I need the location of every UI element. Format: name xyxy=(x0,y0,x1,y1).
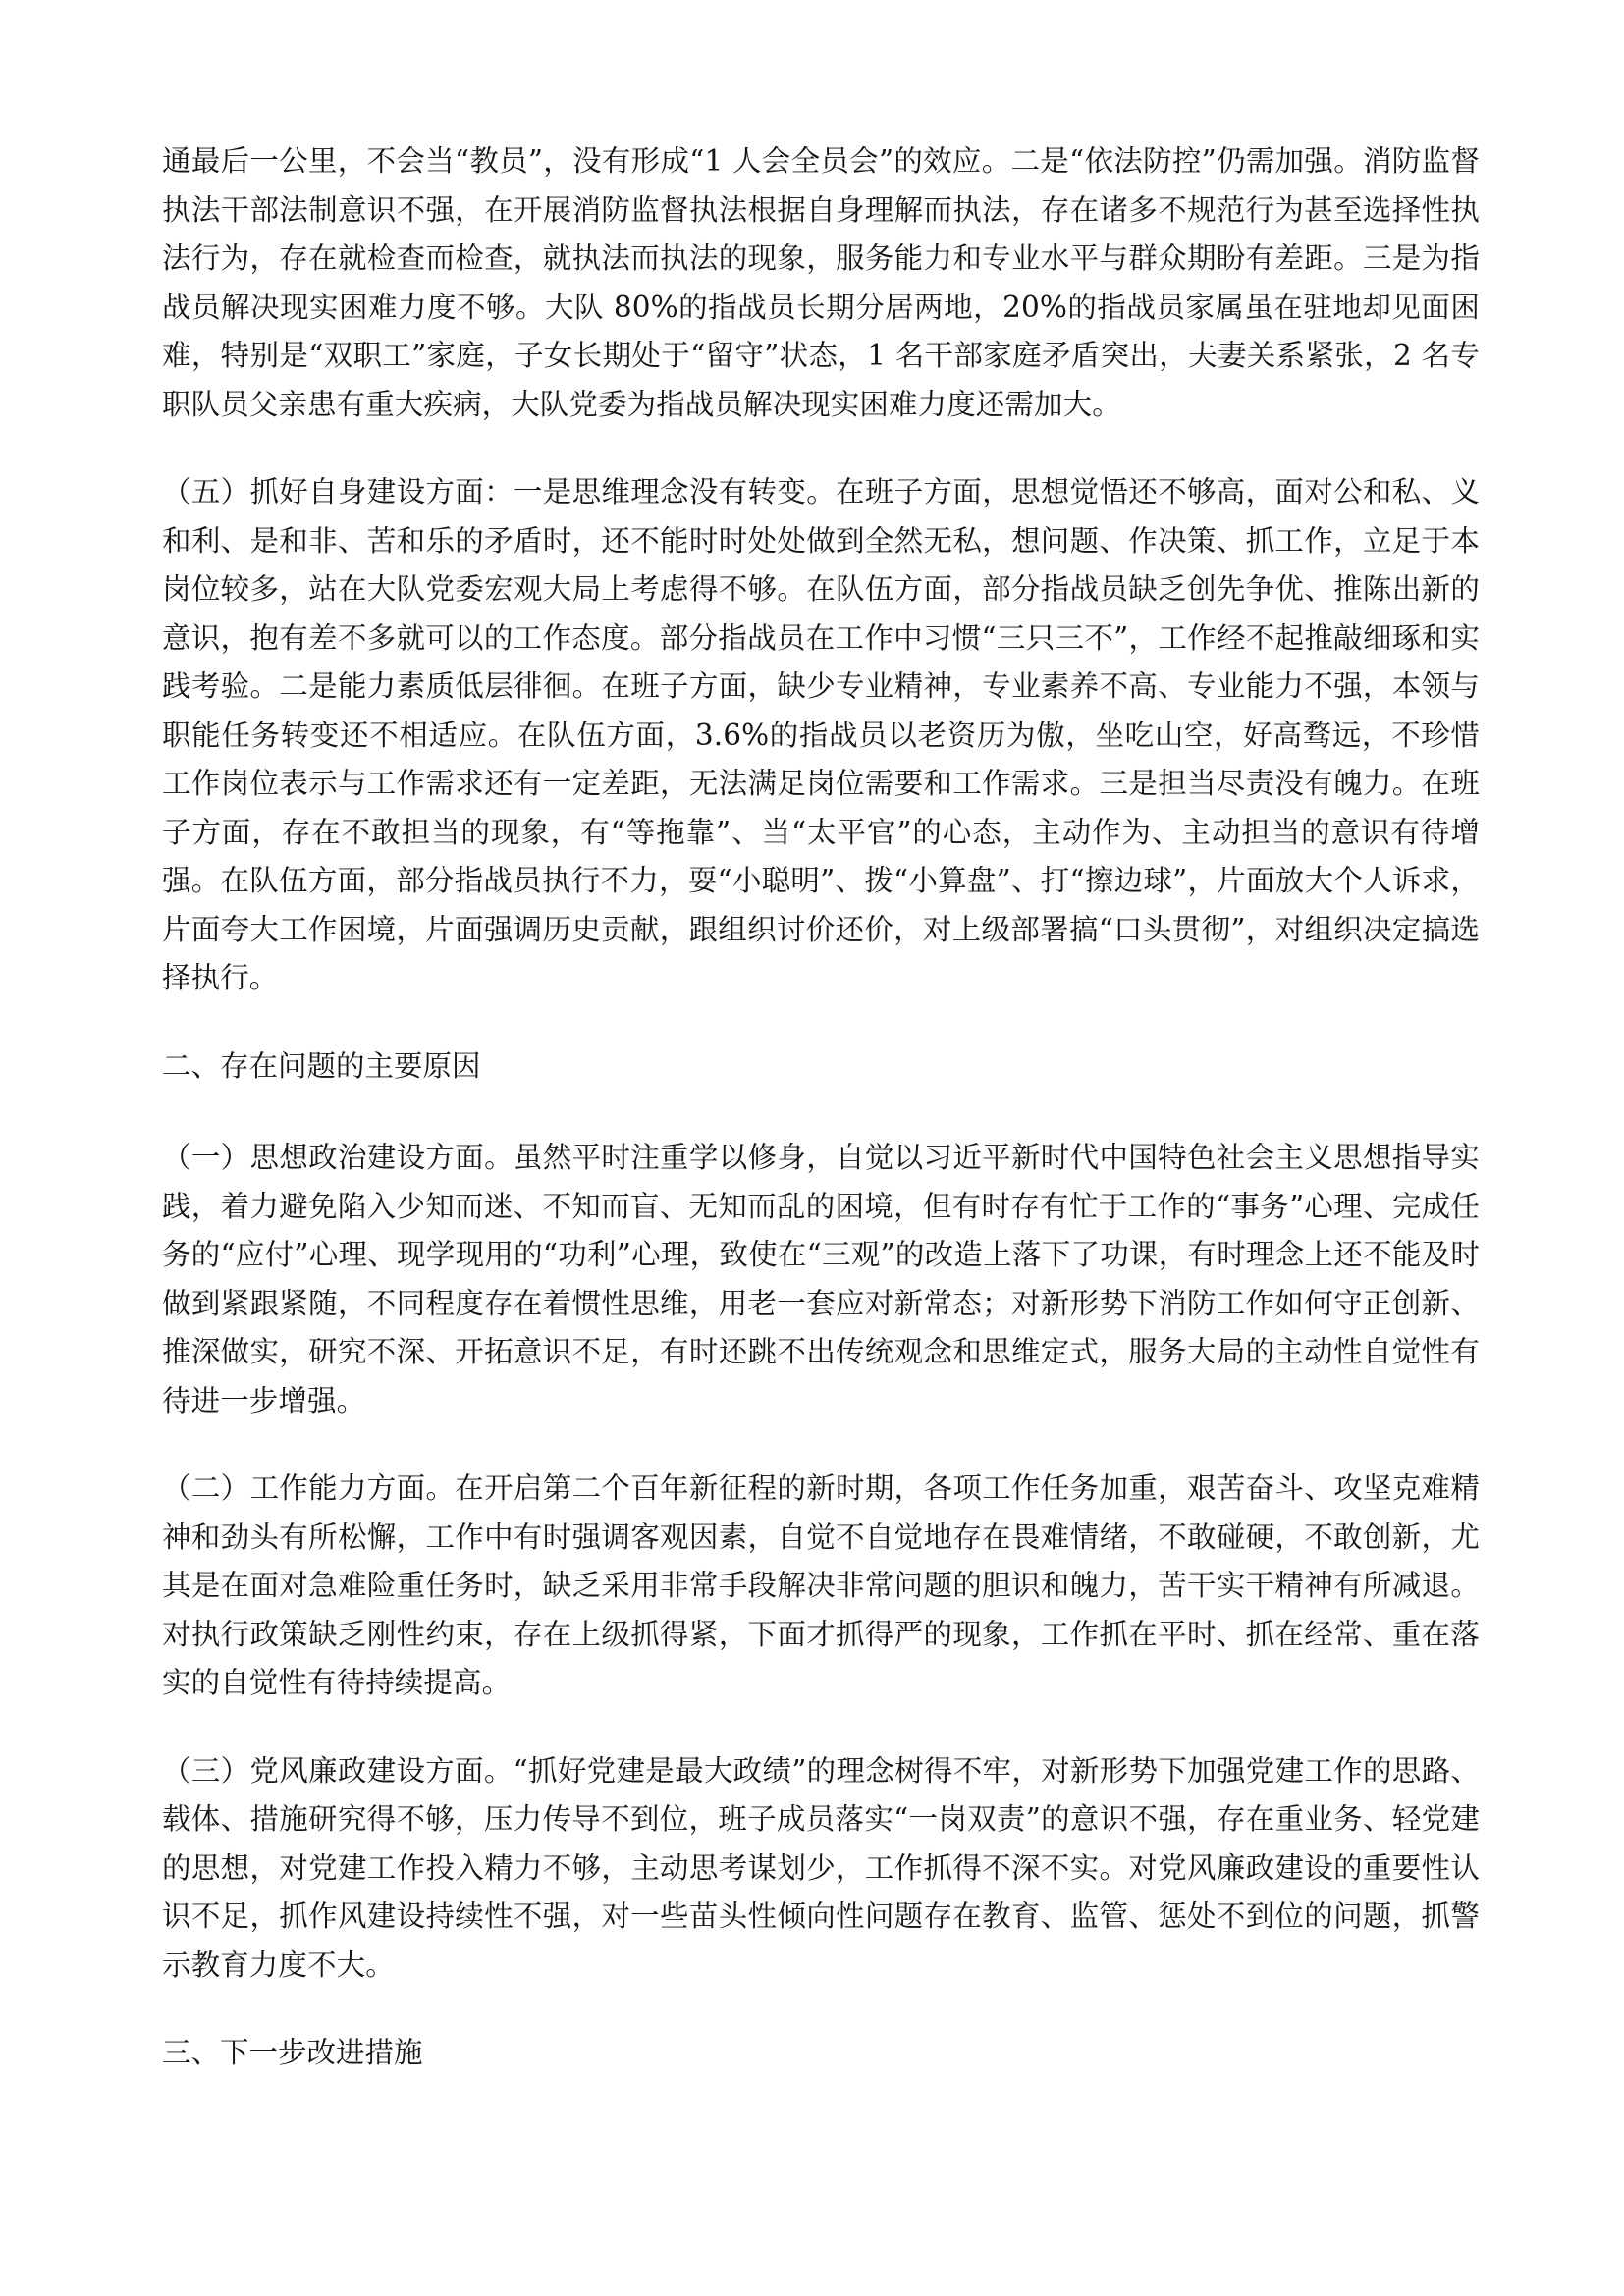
document-body xyxy=(162,137,1480,2078)
paragraph-cause-two: （二）工作能力方面。在开启第二个百年新征程的新时期，各项工作任务加重，艰苦奋斗、攻坚克难精神和劲头有所松懈，工作中有时强调客观因素，自觉不自觉地存在畏难情绪，不敢碰硬，不敢创新，尤其是在面对急难险重任务时，缺乏采用非常手段解决非常问题的胆识和魄力，苦干实干精神有所减退。对执行政策缺乏刚性约束，存在上级抓得紧，下面才抓得严的现象，工作抓在平时、抓在经常、重在落实的自觉性有待持续提高。 xyxy=(162,1471,1480,1699)
heading-section-three: 三、下一步改进措施 xyxy=(162,2036,423,2069)
paragraph-continuation: 通最后一公里，不会当“教员”，没有形成“1 人会全员会”的效应。二是“依法防控”仍需加强。消防监督执法干部法制意识不强，在开展消防监督执法根据自身理解而执法，存在诸多不规范行为甚至选择性执法行为，存在就检查而检查，就执法而执法的现象，服务能力和专业水平与群众期盼有差距。三是为指战员解决现实困难力度不够。大队 80%的指战员长期分居两地，20%的指战员家属虽在驻地却见面困难，特别是“双职工”家庭，子女长期处于“留守”状态，1 名干部家庭矛盾突出，夫妻关系紧张，2 名专职队员父亲患有重大疾病，大队党委为指战员解决现实困难力度还需加大。 xyxy=(162,144,1480,421)
paragraph-cause-three: （三）党风廉政建设方面。“抓好党建是最大政绩”的理念树得不牢，对新形势下加强党建工作的思路、载体、措施研究得不够，压力传导不到位，班子成员落实“一岗双责”的意识不强，存在重业务、轻党建的思想，对党建工作投入精力不够，主动思考谋划少，工作抓得不深不实。对党风廉政建设的重要性认识不足，抓作风建设持续性不强，对一些苗头性倾向性问题存在教育、监管、惩处不到位的问题，抓警示教育力度不大。 xyxy=(162,1753,1480,1982)
paragraph-section-five: （五）抓好自身建设方面：一是思维理念没有转变。在班子方面，思想觉悟还不够高，面对公和私、义和利、是和非、苦和乐的矛盾时，还不能时时处处做到全然无私，想问题、作决策、抓工作，立足于本岗位较多，站在大队党委宏观大局上考虑得不够。在队伍方面，部分指战员缺乏创先争优、推陈出新的意识，抱有差不多就可以的工作态度。部分指战员在工作中习惯“三只三不”，工作经不起推敲细琢和实践考验。二是能力素质低层徘徊。在班子方面，缺少专业精神，专业素养不高、专业能力不强，本领与职能任务转变还不相适应。在队伍方面，3.6%的指战员以老资历为傲，坐吃山空，好高骛远，不珍惜工作岗位表示与工作需求还有一定差距，无法满足岗位需要和工作需求。三是担当尽责没有魄力。在班子方面，存在不敢担当的现象，有“等拖靠”、当“太平官”的心态，主动作为、主动担当的意识有待增强。在队伍方面，部分指战员执行不力，耍“小聪明”、拨“小算盘”、打“擦边球”，片面放大个人诉求，片面夸大工作困境，片面强调历史贡献，跟组织讨价还价，对上级部署搞“口头贯彻”，对组织决定搞选择执行。 xyxy=(162,475,1480,994)
paragraph-cause-one: （一）思想政治建设方面。虽然平时注重学以修身，自觉以习近平新时代中国特色社会主义思想指导实践，着力避免陷入少知而迷、不知而盲、无知而乱的困境，但有时存有忙于工作的“事务”心理、完成任务的“应付”心理、现学现用的“功利”心理，致使在“三观”的改造上落下了功课，有时理念上还不能及时做到紧跟紧随，不同程度存在着惯性思维，用老一套应对新常态；对新形势下消防工作如何守正创新、推深做实，研究不深、开拓意识不足，有时还跳不出传统观念和思维定式，服务大局的主动性自觉性有待进一步增强。 xyxy=(162,1141,1480,1417)
heading-section-two: 二、存在问题的主要原因 xyxy=(162,1048,481,1083)
